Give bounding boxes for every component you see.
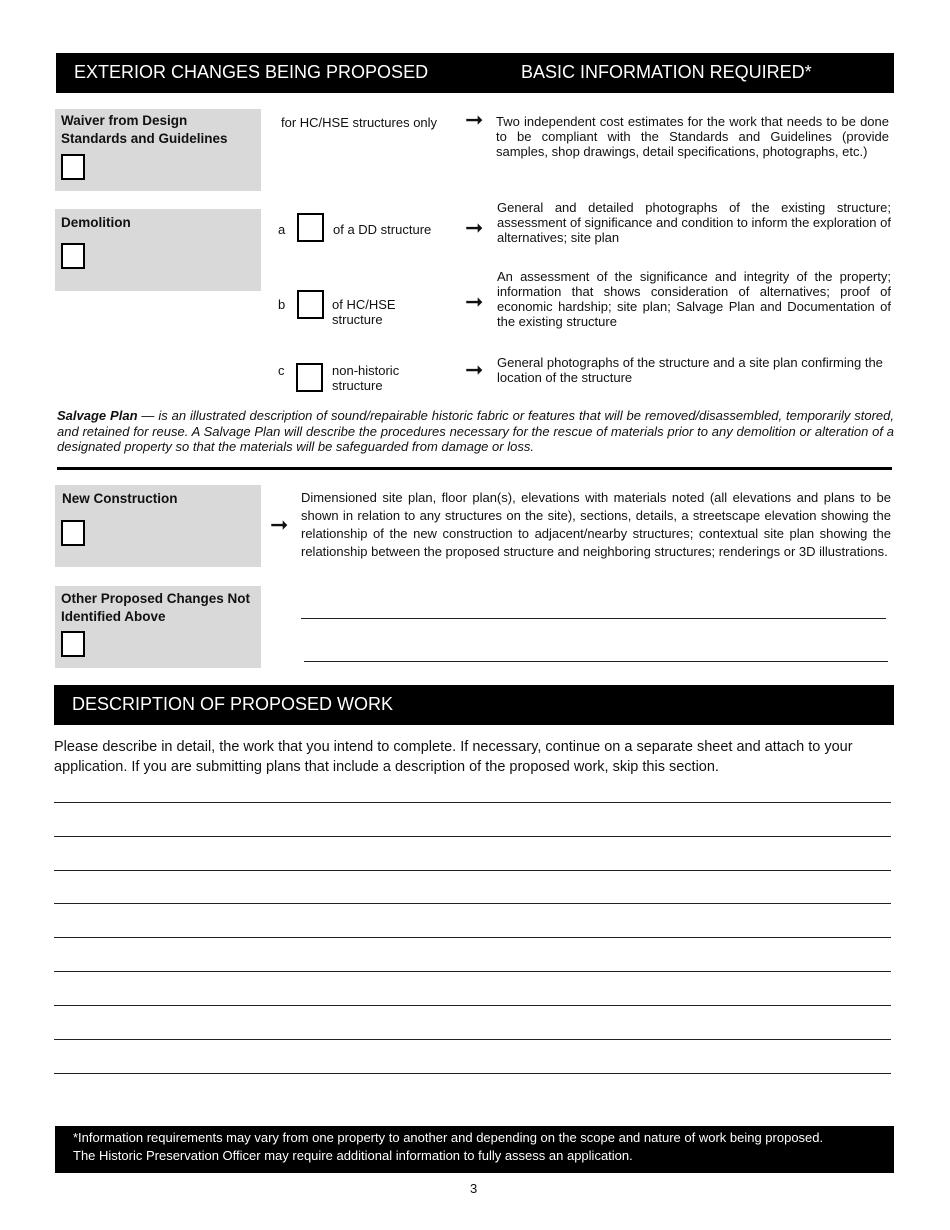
new-construction-checkbox[interactable] (61, 520, 85, 546)
description-line[interactable] (54, 1073, 891, 1074)
demolition-a-checkbox[interactable] (297, 213, 324, 242)
demolition-box (55, 209, 261, 291)
footer-note-bar (55, 1126, 894, 1173)
footer-note-line2: The Historic Preservation Officer may require additional information to fully assess an application. (73, 1148, 633, 1163)
salvage-plan-definition: — is an illustrated description of sound/repairable historic fabric or features that will be removed/disassembled, temporarily stored, and retained for reuse. A Salvage Plan will describe the procedures necessary for the rescue of materials prior to any demolition or alteration of a designated property so that the materials will be safeguarded from damage or loss. (57, 408, 894, 454)
description-line[interactable] (54, 937, 891, 938)
new-construction-label: New Construction (62, 491, 178, 506)
description-line[interactable] (54, 836, 891, 837)
option-a-letter: a (278, 222, 286, 237)
other-changes-checkbox[interactable] (61, 631, 85, 657)
option-a-requirement: General and detailed photographs of the existing structure; assessment of significance and condition to inform the exploration of alternatives; site plan (497, 200, 891, 245)
other-changes-line[interactable] (304, 661, 888, 662)
demolition-c-checkbox[interactable] (296, 363, 323, 392)
other-changes-box (55, 586, 261, 668)
description-line[interactable] (54, 802, 891, 803)
description-heading: DESCRIPTION OF PROPOSED WORK (72, 694, 394, 714)
section-divider (57, 467, 892, 470)
option-c-letter: c (278, 363, 285, 378)
waiver-condition: for HC/HSE structures only (281, 115, 438, 130)
description-header-bar (54, 685, 894, 725)
footer-note-line1: *Information requirements may vary from one property to another and depending on the scope and nature of work being proposed. (73, 1130, 824, 1145)
waiver-box (55, 109, 261, 191)
description-line[interactable] (54, 1005, 891, 1006)
waiver-requirement: Two independent cost estimates for the work that needs to be done to be compliant with the Standards and Guidelines (provide samples, shop drawings, detail specifications, photographs, etc.) (496, 114, 889, 159)
salvage-plan-term: Salvage Plan (57, 408, 138, 423)
new-construction-box (55, 485, 261, 567)
arrow-icon: ➞ (465, 289, 484, 314)
demolition-checkbox[interactable] (61, 243, 85, 269)
new-construction-requirement: Dimensioned site plan, floor plan(s), elevations with materials noted (all elevations and plans to be shown in relation to any structures on the site), sections, details, a streetscape elevation showing the relationship of the new construction to adjacent/nearby structures; contextual site plan showing the relationship between the proposed structure and neighboring structures; renderings or 3D illustrations. (301, 490, 891, 559)
description-line[interactable] (54, 903, 891, 904)
other-changes-line[interactable] (301, 618, 886, 619)
arrow-icon: ➞ (465, 107, 484, 132)
description-line[interactable] (54, 1039, 891, 1040)
option-c-label: non-historic structure (332, 363, 400, 393)
description-line[interactable] (54, 971, 891, 972)
arrow-icon: ➞ (465, 215, 484, 240)
option-b-letter: b (278, 297, 286, 312)
basic-info-heading: BASIC INFORMATION REQUIRED* (521, 62, 812, 82)
demolition-label: Demolition (61, 215, 131, 230)
waiver-label: Waiver from Design Standards and Guidelines (61, 113, 228, 146)
option-a-label: of a DD structure (333, 222, 432, 237)
arrow-icon: ➞ (465, 357, 484, 382)
waiver-checkbox[interactable] (61, 154, 85, 180)
option-b-label: of HC/HSE structure (332, 297, 396, 327)
page-number: 3 (470, 1181, 478, 1196)
description-instructions: Please describe in detail, the work that you intend to complete. If necessary, continue on a separate sheet and attach to your application. If you are submitting plans that include a description of the proposed work, skip this section. (54, 739, 853, 775)
exterior-changes-heading: EXTERIOR CHANGES BEING PROPOSED (74, 62, 429, 82)
salvage-plan-note (57, 408, 894, 455)
option-b-requirement: An assessment of the significance and integrity of the property; information that shows consideration of alternatives; proof of economic hardship; site plan; Salvage Plan and Documentation of the existing structure (497, 269, 891, 329)
description-line[interactable] (54, 870, 891, 871)
section-header-bar (56, 53, 894, 93)
other-changes-label: Other Proposed Changes Not Identified Above (61, 591, 251, 624)
demolition-b-checkbox[interactable] (297, 290, 324, 319)
option-c-requirement: General photographs of the structure and a site plan confirming the location of the structure (497, 355, 883, 385)
arrow-icon: ➞ (270, 512, 289, 537)
